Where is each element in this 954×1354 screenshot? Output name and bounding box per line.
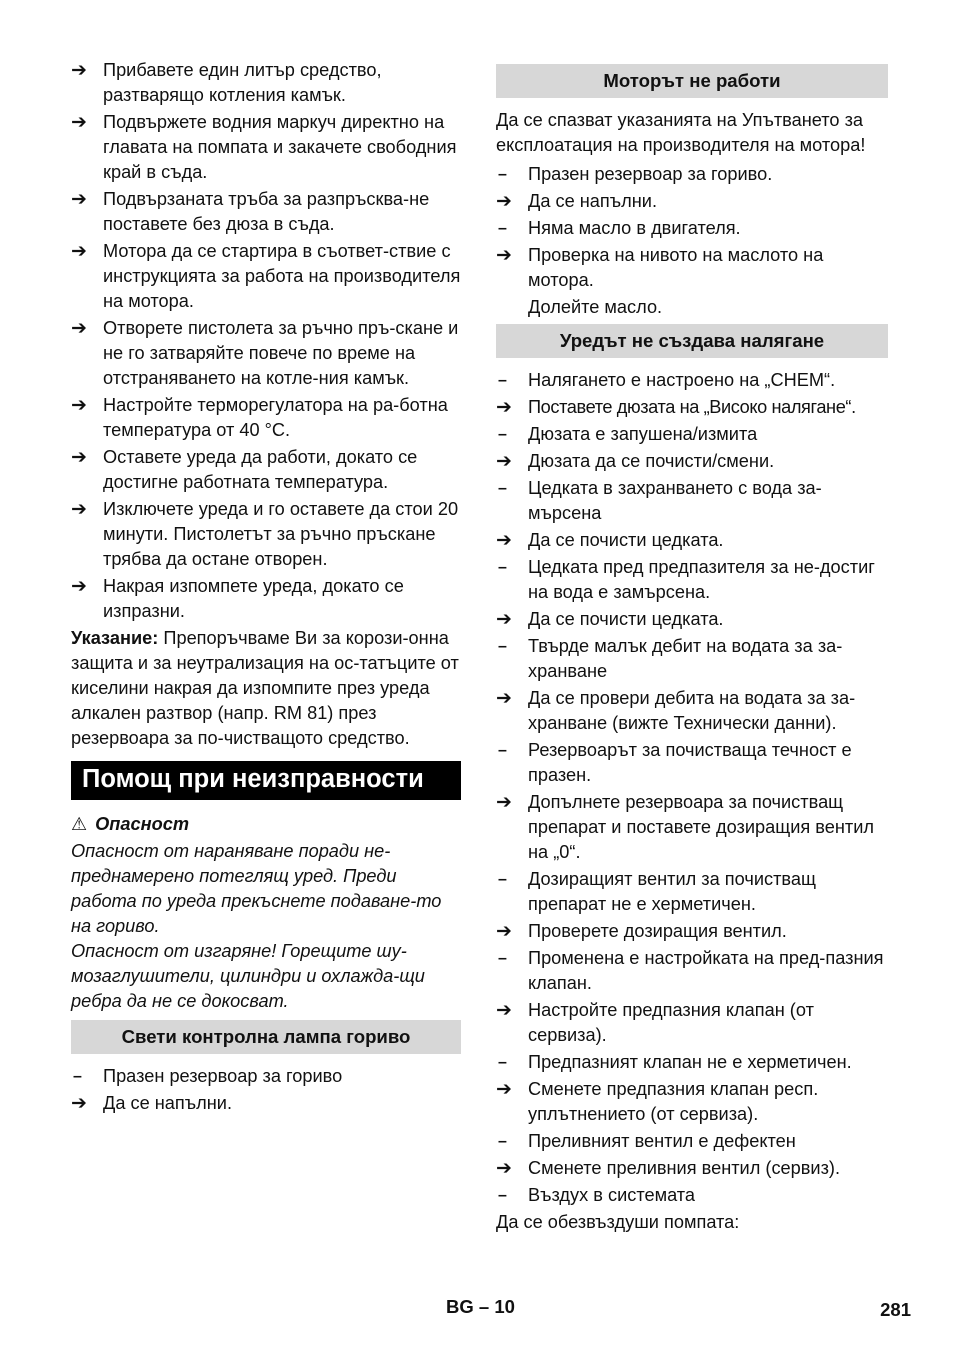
list-item-text: Да се провери дебита на водата за за-хранване (вижте Технически данни).: [528, 688, 856, 733]
list-item: [71, 445, 461, 495]
subtitle-no-pressure: Уредът не създава налягане: [496, 324, 888, 358]
list-item-text: Сменете преливния вентил (сервиз).: [528, 1158, 841, 1178]
list-item: [496, 1050, 888, 1075]
right-arrow-icon: ➔: [71, 499, 87, 520]
list-item: [496, 1183, 888, 1208]
right-arrow-icon: ➔: [496, 245, 512, 266]
right-arrow-icon: ➔: [496, 530, 512, 551]
right-arrow-icon: ➔: [71, 60, 87, 81]
warning-text-injury: Опасност от нараняване поради не-преднамерено потеглящ уред. Преди работа по уреда прекъснете подаване-то на гориво.: [71, 841, 442, 936]
descaling-steps-list: [71, 58, 461, 624]
list-item: [496, 946, 888, 996]
list-item: [71, 187, 461, 237]
list-item: [496, 555, 888, 605]
right-arrow-icon: ➔: [496, 397, 512, 418]
list-item-text: Подвържете водния маркуч директно на главата на помпата и закачете свободния край в съда.: [103, 112, 457, 182]
note-label: Указание:: [71, 628, 159, 648]
list-item: [496, 216, 888, 241]
list-item-text: Долейте масло.: [528, 297, 663, 317]
list-item: [496, 295, 888, 320]
dash-icon: –: [498, 742, 507, 759]
dash-icon: –: [73, 1068, 82, 1085]
dash-icon: –: [498, 480, 507, 497]
right-arrow-icon: ➔: [496, 792, 512, 813]
list-item: [71, 110, 461, 185]
right-arrow-icon: ➔: [496, 451, 512, 472]
list-item-text: Цедката в захранването с вода за-мърсена: [528, 478, 822, 523]
list-item: [496, 162, 888, 187]
note-paragraph: [71, 626, 461, 751]
fuel-lamp-list: [71, 1064, 461, 1116]
dash-icon: –: [498, 638, 507, 655]
dash-icon: –: [498, 426, 507, 443]
footer-section-code: BG – 10: [446, 1296, 515, 1317]
list-item-text: Празен резервоар за гориво: [103, 1066, 343, 1086]
list-item-text: Въздух в системата: [528, 1185, 696, 1205]
list-item-text: Твърде малък дебит на водата за за-хранване: [528, 636, 843, 681]
subtitle-fuel-lamp: Свети контролна лампа гориво: [71, 1020, 461, 1054]
right-arrow-icon: ➔: [71, 447, 87, 468]
list-item: [71, 58, 461, 108]
motor-intro: Да се спазват указанията на Упътването за експлоатация на производителя на мотора!: [496, 110, 866, 155]
right-arrow-icon: ➔: [71, 112, 87, 133]
section-title-troubleshooting: Помощ при неизправности: [71, 761, 461, 800]
list-item: [496, 189, 888, 214]
list-item-text: Да се напълни.: [528, 191, 657, 211]
dash-icon: –: [498, 559, 507, 576]
list-item-text: Резервоарът за почистваща течност е празен.: [528, 740, 852, 785]
dash-icon: –: [498, 871, 507, 888]
right-arrow-icon: ➔: [71, 395, 87, 416]
right-arrow-icon: ➔: [496, 921, 512, 942]
list-item: [496, 528, 888, 553]
list-item: [496, 607, 888, 632]
dash-icon: –: [498, 950, 507, 967]
warning-title: Опасност: [95, 814, 190, 834]
right-column: [496, 58, 888, 1239]
footer-page-number: 281: [880, 1299, 911, 1320]
list-item-text: Мотора да се стартира в съответ-ствие с инструкцията за работа на производителя на мотора.: [103, 241, 461, 311]
list-item: [71, 497, 461, 572]
right-arrow-icon: ➔: [71, 1093, 87, 1114]
dash-icon: –: [498, 220, 507, 237]
list-item-text: Да се напълни.: [103, 1093, 232, 1113]
list-item: [496, 686, 888, 736]
closing-text: Да се обезвъздуши помпата:: [496, 1212, 740, 1232]
motor-list: [496, 162, 888, 320]
list-item: [71, 1091, 461, 1116]
list-item: [71, 574, 461, 624]
list-item: [496, 738, 888, 788]
list-item-text: Накрая изпомпете уреда, докато се изпразни.: [103, 576, 404, 621]
list-item-text: Настройте терморегулатора на ра-ботна температура от 40 °C.: [103, 395, 448, 440]
list-item-text: Променена е настройката на пред-пазния клапан.: [528, 948, 884, 993]
dash-icon: –: [498, 1187, 507, 1204]
list-item-text: Празен резервоар за гориво.: [528, 164, 773, 184]
list-item-text: Да се почисти цедката.: [528, 609, 724, 629]
list-item: [71, 1064, 461, 1089]
right-arrow-icon: ➔: [71, 189, 87, 210]
warning-triangle-icon: ⚠: [71, 814, 88, 834]
list-item-text: Поставете дюзата на „Високо налягане“.: [528, 397, 856, 417]
list-item: [496, 243, 888, 293]
list-item: [496, 476, 888, 526]
list-item-text: Предпазният клапан не е херметичен.: [528, 1052, 852, 1072]
list-item-text: Подвързаната тръба за разпръсква-не поставете без дюза в съда.: [103, 189, 430, 234]
list-item: [496, 422, 888, 447]
list-item: [496, 449, 888, 474]
list-item: [496, 919, 888, 944]
note-text: Препоръчваме Ви за корози-онна защита и за неутрализация на ос-татъците от киселини накрая да изпомпите през уреда алкален разтвор (напр. RM 81) през резервоара за по-чистващото средство.: [71, 628, 459, 748]
right-arrow-icon: ➔: [496, 609, 512, 630]
list-item-text: Дюзата е запушена/измита: [528, 424, 758, 444]
left-column: [71, 58, 461, 1118]
list-item: [496, 1129, 888, 1154]
list-item-text: Няма масло в двигателя.: [528, 218, 741, 238]
right-arrow-icon: ➔: [71, 576, 87, 597]
list-item-text: Изключете уреда и го оставете да стои 20 минути. Пистолетът за ръчно пръскане трябва да остане отворен.: [103, 499, 459, 569]
list-item-text: Сменете предпазния клапан респ. уплътнението (от сервиза).: [528, 1079, 819, 1124]
list-item-text: Да се почисти цедката.: [528, 530, 724, 550]
list-item-text: Дозиращият вентил за почистващ препарат не е херметичен.: [528, 869, 816, 914]
list-item: [496, 1077, 888, 1127]
dash-icon: –: [498, 166, 507, 183]
list-item: [71, 316, 461, 391]
right-arrow-icon: ➔: [71, 241, 87, 262]
dash-icon: –: [498, 372, 507, 389]
list-item-text: Преливният вентил е дефектен: [528, 1131, 796, 1151]
list-item-text: Дюзата да се почисти/смени.: [528, 451, 775, 471]
right-arrow-icon: ➔: [496, 688, 512, 709]
list-item-text: Прибавете един литър средство, разтварящо котления камък.: [103, 60, 382, 105]
list-item: [71, 393, 461, 443]
list-item-text: Проверка на нивото на маслото на мотора.: [528, 245, 824, 290]
right-arrow-icon: ➔: [71, 318, 87, 339]
warning-text-burn: Опасност от изгаряне! Горещите шу-мозаглушители, цилиндри и охлажда-щи ребра да не се докосват.: [71, 941, 425, 1011]
dash-icon: –: [498, 1133, 507, 1150]
warning-heading: [71, 812, 461, 837]
list-item-text: Проверете дозиращия вентил.: [528, 921, 787, 941]
list-item-text: Настройте предпазния клапан (от сервиза).: [528, 1000, 814, 1045]
dash-icon: –: [498, 1054, 507, 1071]
list-item: [496, 998, 888, 1048]
list-item-text: Цедката пред предпазителя за не-достиг на вода е замърсена.: [528, 557, 875, 602]
subtitle-motor-not-running: Моторът не работи: [496, 64, 888, 98]
list-item-text: Налягането е настроено на „CHEM“.: [528, 370, 836, 390]
right-arrow-icon: ➔: [496, 1079, 512, 1100]
right-arrow-icon: ➔: [496, 191, 512, 212]
list-item-text: Оставете уреда да работи, докато се достигне работната температура.: [103, 447, 418, 492]
list-item: [496, 790, 888, 865]
list-item: [496, 395, 888, 420]
list-item: [496, 634, 888, 684]
list-item: [496, 1156, 888, 1181]
list-item: [496, 368, 888, 393]
list-item: [71, 239, 461, 314]
list-item-text: Допълнете резервоара за почистващ препарат и поставете дозиращия вентил на „0“.: [528, 792, 875, 862]
right-arrow-icon: ➔: [496, 1000, 512, 1021]
right-arrow-icon: ➔: [496, 1158, 512, 1179]
pressure-list: [496, 368, 888, 1208]
list-item: [496, 867, 888, 917]
list-item-text: Отворете пистолета за ръчно пръ-скане и не го затваряйте повече по време на отстраняването на котле-ния камък.: [103, 318, 459, 388]
